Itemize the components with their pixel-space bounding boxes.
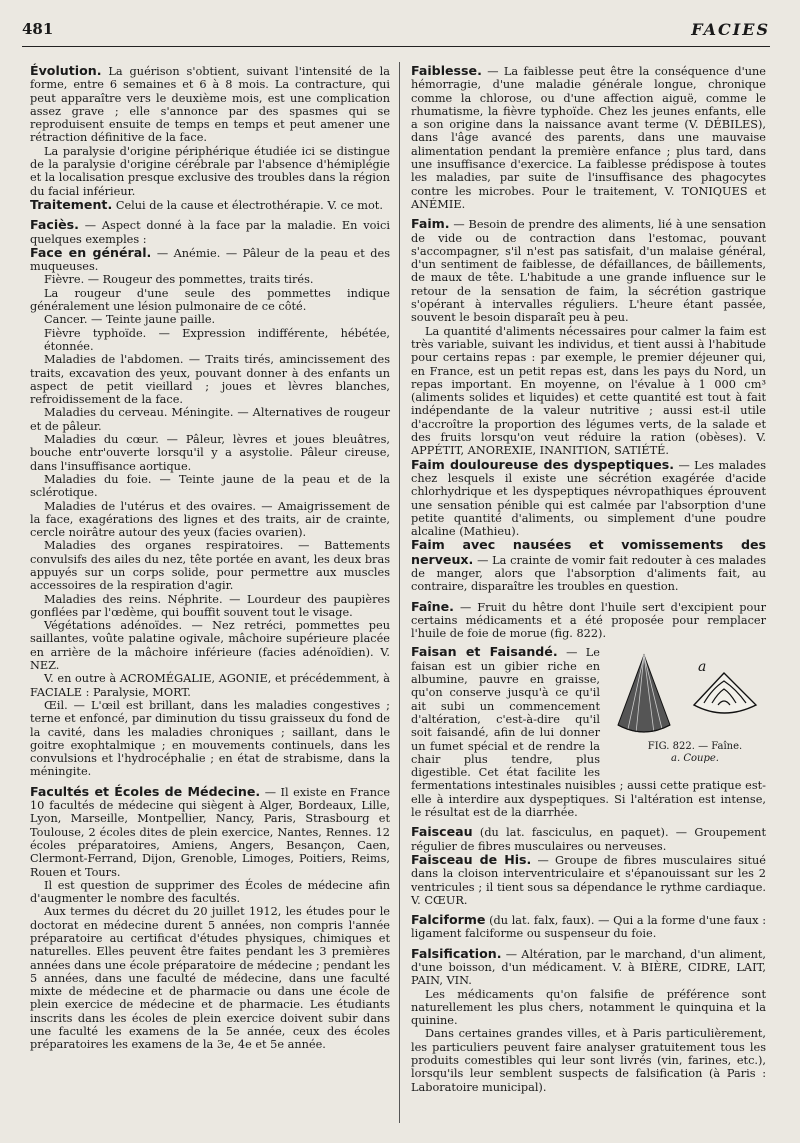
paragraph-text: (du lat. fasciculus, en paquet). — Groupement régulier de fibres musculaires ou nerveuses.	[411, 826, 766, 853]
beechnut-illustration	[606, 647, 766, 742]
headword: Faim douloureuse des dyspeptiques.	[411, 456, 675, 472]
paragraph	[411, 325, 766, 458]
paragraph	[411, 988, 766, 1028]
paragraph	[30, 539, 390, 592]
right-column-bottom	[411, 825, 766, 1094]
paragraph	[30, 406, 390, 433]
paragraph	[30, 353, 390, 406]
paragraph-text: — Groupe de fibres musculaires situé dans la cloison interventriculaire et s'épanouissant sur les 2 ventricules ; il tient sous sa dépendance le rythme cardiaque. V. CŒUR.	[411, 853, 766, 907]
paragraph-text: — La crainte de vomir fait redouter à ces malades de manger, alors que l'absorption d'aliments fait, au contraire, disparaître les troubles en question.	[411, 553, 766, 594]
paragraph	[30, 433, 390, 473]
headword: Traitement.	[30, 196, 113, 212]
paragraph-text: Fièvre. — Rougeur des pommettes, traits tirés.	[44, 273, 314, 287]
headword: Faisan et Faisandé.	[411, 644, 558, 660]
paragraph-text: — Aspect donné à la face par la maladie. En voici quelques exemples :	[30, 219, 390, 246]
paragraph-text: — Les malades chez lesquels il existe une sécrétion exagérée d'acide chlorhydrique et les dyspeptiques névropathiques éprouvent une sensation pénible qui est calmée par l'absorption d'une petite quantité d'aliments, ou simplement d'une poudre alcaline (Mathieu).	[411, 458, 766, 539]
paragraph	[30, 246, 390, 274]
headword: Faiblesse.	[411, 63, 482, 78]
paragraph-text: Fièvre typhoïde. — Expression indifférente, hébétée, étonnée.	[44, 326, 390, 353]
figure-822	[606, 647, 766, 775]
paragraph-text: Cancer. — Teinte jaune paille.	[44, 313, 216, 327]
headword: Évolution.	[30, 63, 102, 78]
headword: Faim.	[411, 216, 450, 232]
headword: Faciès.	[30, 217, 79, 233]
paragraph-text: Dans certaines grandes villes, et à Paris particulièrement, les particuliers peuvent faire analyser gratuitement tous les produits comestibles qui leur sont livrés (vin, farines, etc.), lorsqu'ils leur semblent suspects de falsification (à Paris : Laboratoire municipal).	[411, 1027, 766, 1094]
headword: Face en général.	[30, 244, 152, 260]
paragraph	[411, 64, 766, 211]
paragraph	[30, 879, 390, 906]
page-number: 481	[22, 20, 54, 38]
paragraph	[411, 600, 766, 641]
paragraph-text: — Besoin de prendre des aliments, lié à une sensation de vide ou de contraction dans l'estomac, pouvant s'accompagner, s'il n'est pas satisfait, d'un malaise général, d'un sentiment de faiblesse, de défaillances, de bâillements, de maux de tête. L'habitude a une grande influence sur le retour de la sensation de faim, la sécrétion gastrique s'opérant à intervalles réguliers. L'heure étant passée, souvent le besoin disparaît peu à peu.	[411, 218, 766, 325]
headword: Faisceau de His.	[411, 851, 532, 867]
paragraph	[30, 64, 390, 145]
paragraph-text: Œil. — L'œil est brillant, dans les maladies congestives ; terne et enfoncé, par diminution du tissu graisseux du fond de la cavité, dans les maladies chroniques ; saillant, dans le goitre exophtalmique ; en mouvements continuels, dans les convulsions et l'hydrocéphalie ; en état de strabisme, dans la méningite.	[30, 698, 390, 779]
paragraph	[30, 198, 390, 212]
paragraph-text: Maladies des reins. Néphrite. — Lourdeur des paupières gonflées par l'œdème, qui bouffit souvent tout le visage.	[30, 592, 390, 619]
paragraph-text: — Le faisan est un gibier riche en albumine, pauvre en graisse, qu'on conserve jusqu'à ce qu'il ait subi un commencement d'altération, c'est-à-dire qu'il soit faisandé, afin de lui donner un fumet spécial et de rendre la chair plus tendre, plus digestible. Cet état facilite les fermentations intestinales nuisibles ; aussi cette pratique est-elle à interdire aux dyspeptiques. Si l'altération est intense, le résultat est de la diarrhée.	[411, 646, 766, 820]
paragraph	[30, 672, 390, 699]
figure-caption-main: FIG. 822. — Faîne.	[647, 741, 743, 753]
paragraph-text: Maladies du cœur. — Pâleur, lèvres et joues bleuâtres, bouche entr'ouverte lorsqu'il y a asystolie. Pâleur cireuse, dans l'insuffisance aortique.	[30, 433, 390, 473]
paragraph-text: V. en outre à ACROMÉGALIE, AGONIE, et précédemment, à FACIALE : Paralysie, MORT.	[30, 672, 390, 699]
column-divider	[399, 62, 400, 1123]
paragraph	[30, 619, 390, 672]
left-column	[30, 64, 390, 1052]
paragraph-text: La rougeur d'une seule des pommettes indique généralement une lésion pulmonaire de ce côté.	[30, 286, 390, 314]
paragraph	[30, 500, 390, 540]
paragraph-text: Les médicaments qu'on falsifie de préférence sont naturellement les plus chers, notamment le quinquina et la quinine.	[411, 987, 766, 1028]
entry-faisan	[411, 645, 766, 819]
paragraph	[30, 593, 390, 620]
paragraph-text: Végétations adénoïdes. — Nez retréci, pommettes peu saillantes, voûte palatine ogivale, mâchoire supérieure placée en arrière de la mâchoire inférieure (facies adénoïdien). V. NEZ.	[30, 619, 390, 673]
paragraph	[30, 273, 390, 286]
page-header	[22, 20, 770, 44]
paragraph	[411, 538, 766, 593]
paragraph-text: Il est question de supprimer des Écoles de médecine afin d'augmenter le nombre des facultés.	[30, 878, 390, 906]
paragraph	[411, 458, 766, 539]
headword: Faîne.	[411, 598, 454, 614]
headword: Falsification.	[411, 945, 502, 961]
paragraph-text: Maladies des organes respiratoires. — Battements convulsifs des ailes du nez, tête portée en avant, les deux bras appuyés sur un corps solide, pour permettre aux muscles accessoires de la respiration d'agir.	[30, 539, 390, 593]
paragraph-text: Maladies de l'utérus et des ovaires. — Amaigrissement de la face, exagérations des lignes et des traits, air de crainte, cercle noirâtre autour des yeux (facies ovarien).	[30, 499, 390, 540]
figure-caption	[620, 741, 770, 765]
paragraph	[30, 218, 390, 246]
paragraph-text: La paralysie d'origine périphérique étudiée ici se distingue de la paralysie d'origine cérébrale par l'absence d'hémiplégie et la localisation presque exclusive des troubles dans la région du facial inférieur.	[30, 144, 390, 198]
paragraph-text: Maladies de l'abdomen. — Traits tirés, amincissement des traits, excavation des yeux, pouvant donner à des enfants un aspect de petit vieillard ; joues et lèvres blanches, refroidissement de la face.	[30, 353, 390, 407]
paragraph-text: La guérison s'obtient, suivant l'intensité de la forme, entre 6 semaines et 6 à 8 mois. La contracture, qui peut apparaître vers le deuxième mois, est une complication assez grave ; elle s'annonce par des spasmes qui se reproduisent ensuite de temps en temps et peut amener une rétraction définitive de la face.	[30, 65, 390, 145]
paragraph-text: Maladies du cerveau. Méningite. — Alternatives de rougeur et de pâleur.	[30, 406, 390, 433]
paragraph	[30, 327, 390, 354]
headword: Facultés et Écoles de Médecine.	[30, 783, 261, 799]
paragraph-text: — Altération, par le marchand, d'un aliment, d'une boisson, d'un médicament. V. à BIÈRE, CIDRE, LAIT, PAIN, VIN.	[411, 947, 766, 988]
paragraph	[411, 1027, 766, 1093]
paragraph	[30, 313, 390, 326]
header-rule	[22, 46, 770, 47]
running-title: FACIES	[691, 20, 770, 39]
paragraph	[411, 825, 766, 853]
paragraph	[30, 699, 390, 779]
right-column-top	[411, 64, 766, 640]
paragraph	[30, 905, 390, 1051]
paragraph	[30, 287, 390, 314]
paragraph-text: La quantité d'aliments nécessaires pour calmer la faim est très variable, suivant les individus, et tient aussi à l'habitude pour certains repas : par exemple, le premier déjeuner qui, en France, est un petit repas est, dans les pays du Nord, un repas important. En moyenne, on l'évalue à 1 000 cm³ (aliments solides et liquides) et cette quantité est tout à fait indépendante de la valeur nutritive ; aussi est-il utile d'accroître la proportion des légumes verts, de la salade et des fruits lorsqu'on veut réduire la ration (obèses). V. APPÉTIT, ANOREXIE, INANITION, SATIÉTÉ.	[411, 324, 766, 458]
paragraph-text: — Fruit du hêtre dont l'huile sert d'excipient pour certains médicaments et a été proposée pour remplacer l'huile de foie de morue (fig. 822).	[411, 600, 766, 641]
figure-caption-sub: a. Coupe.	[671, 753, 719, 765]
paragraph	[30, 473, 390, 500]
headword: Falciforme	[411, 912, 486, 928]
paragraph	[411, 853, 766, 907]
paragraph-text: — La faiblesse peut être la conséquence d'une hémorragie, d'une maladie générale longue, chronique comme la chlorose, ou d'une affection aiguë, comme le rhumatisme, la fièvre typhoïde. Chez les jeunes enfants, elle a son origine dans la naissance avant terme (V. DÉBILES), dans l'âge avancé des parents, dans une mauvaise alimentation pendant la première enfance ; plus tard, dans une insuffisance d'exercice. La faiblesse prédispose à toutes les maladies, par suite de l'insuffisance des phagocytes contre les microbes. Pour le traitement, V. TONIQUES et ANÉMIE.	[411, 65, 766, 211]
paragraph-text: Celui de la cause et électrothérapie. V. ce mot.	[112, 198, 383, 212]
headword: Faisceau	[411, 824, 473, 840]
paragraph-text: Maladies du foie. — Teinte jaune de la peau et de la sclérotique.	[30, 472, 390, 500]
paragraph	[411, 913, 766, 941]
paragraph	[30, 145, 390, 198]
headword: Faim avec nausées et vomissements des nerveux.	[411, 537, 766, 567]
paragraph	[30, 785, 390, 879]
paragraph-text: (du lat. falx, faux). — Qui a la forme d'une faux : ligament falciforme ou suspenseur du foie.	[411, 914, 766, 941]
paragraph	[411, 947, 766, 988]
paragraph-text: — Il existe en France 10 facultés de médecine qui siègent à Alger, Bordeaux, Lille, Lyon, Marseille, Montpellier, Nancy, Paris, Strasbourg et Toulouse, 2 écoles dites de plein exercice, Nantes, Rennes. 12 écoles préparatoires, Amiens, Angers, Besançon, Caen, Clermont-Ferrand, Dijon, Grenoble, Limoges, Poitiers, Reims, Rouen et Tours.	[30, 785, 390, 879]
figure-letter-a: a	[698, 659, 707, 676]
paragraph-text: Aux termes du décret du 20 juillet 1912, les études pour le doctorat en médecine durent 5 années, non compris l'année préparatoire au certificat d'études physiques, chimiques et naturelles. Elles peuvent être faites pendant les 3 premières années dans une école préparatoire de médecine ; pendant les 5 années, dans une faculté de médecine, dans une faculté mixte de médecine et de pharmacie ou dans une école de plein exercice de médecine et de pharmacie. Les étudiants inscrits dans les écoles de plein exercice doivent subir dans une faculté les examens de la 5e année, ceux des écoles préparatoires les examens de la 3e, 4e et 5e année.	[30, 905, 390, 1052]
paragraph-text: — Anémie. — Pâleur de la peau et des muqueuses.	[30, 246, 390, 274]
paragraph	[411, 217, 766, 324]
right-column	[411, 64, 766, 1094]
